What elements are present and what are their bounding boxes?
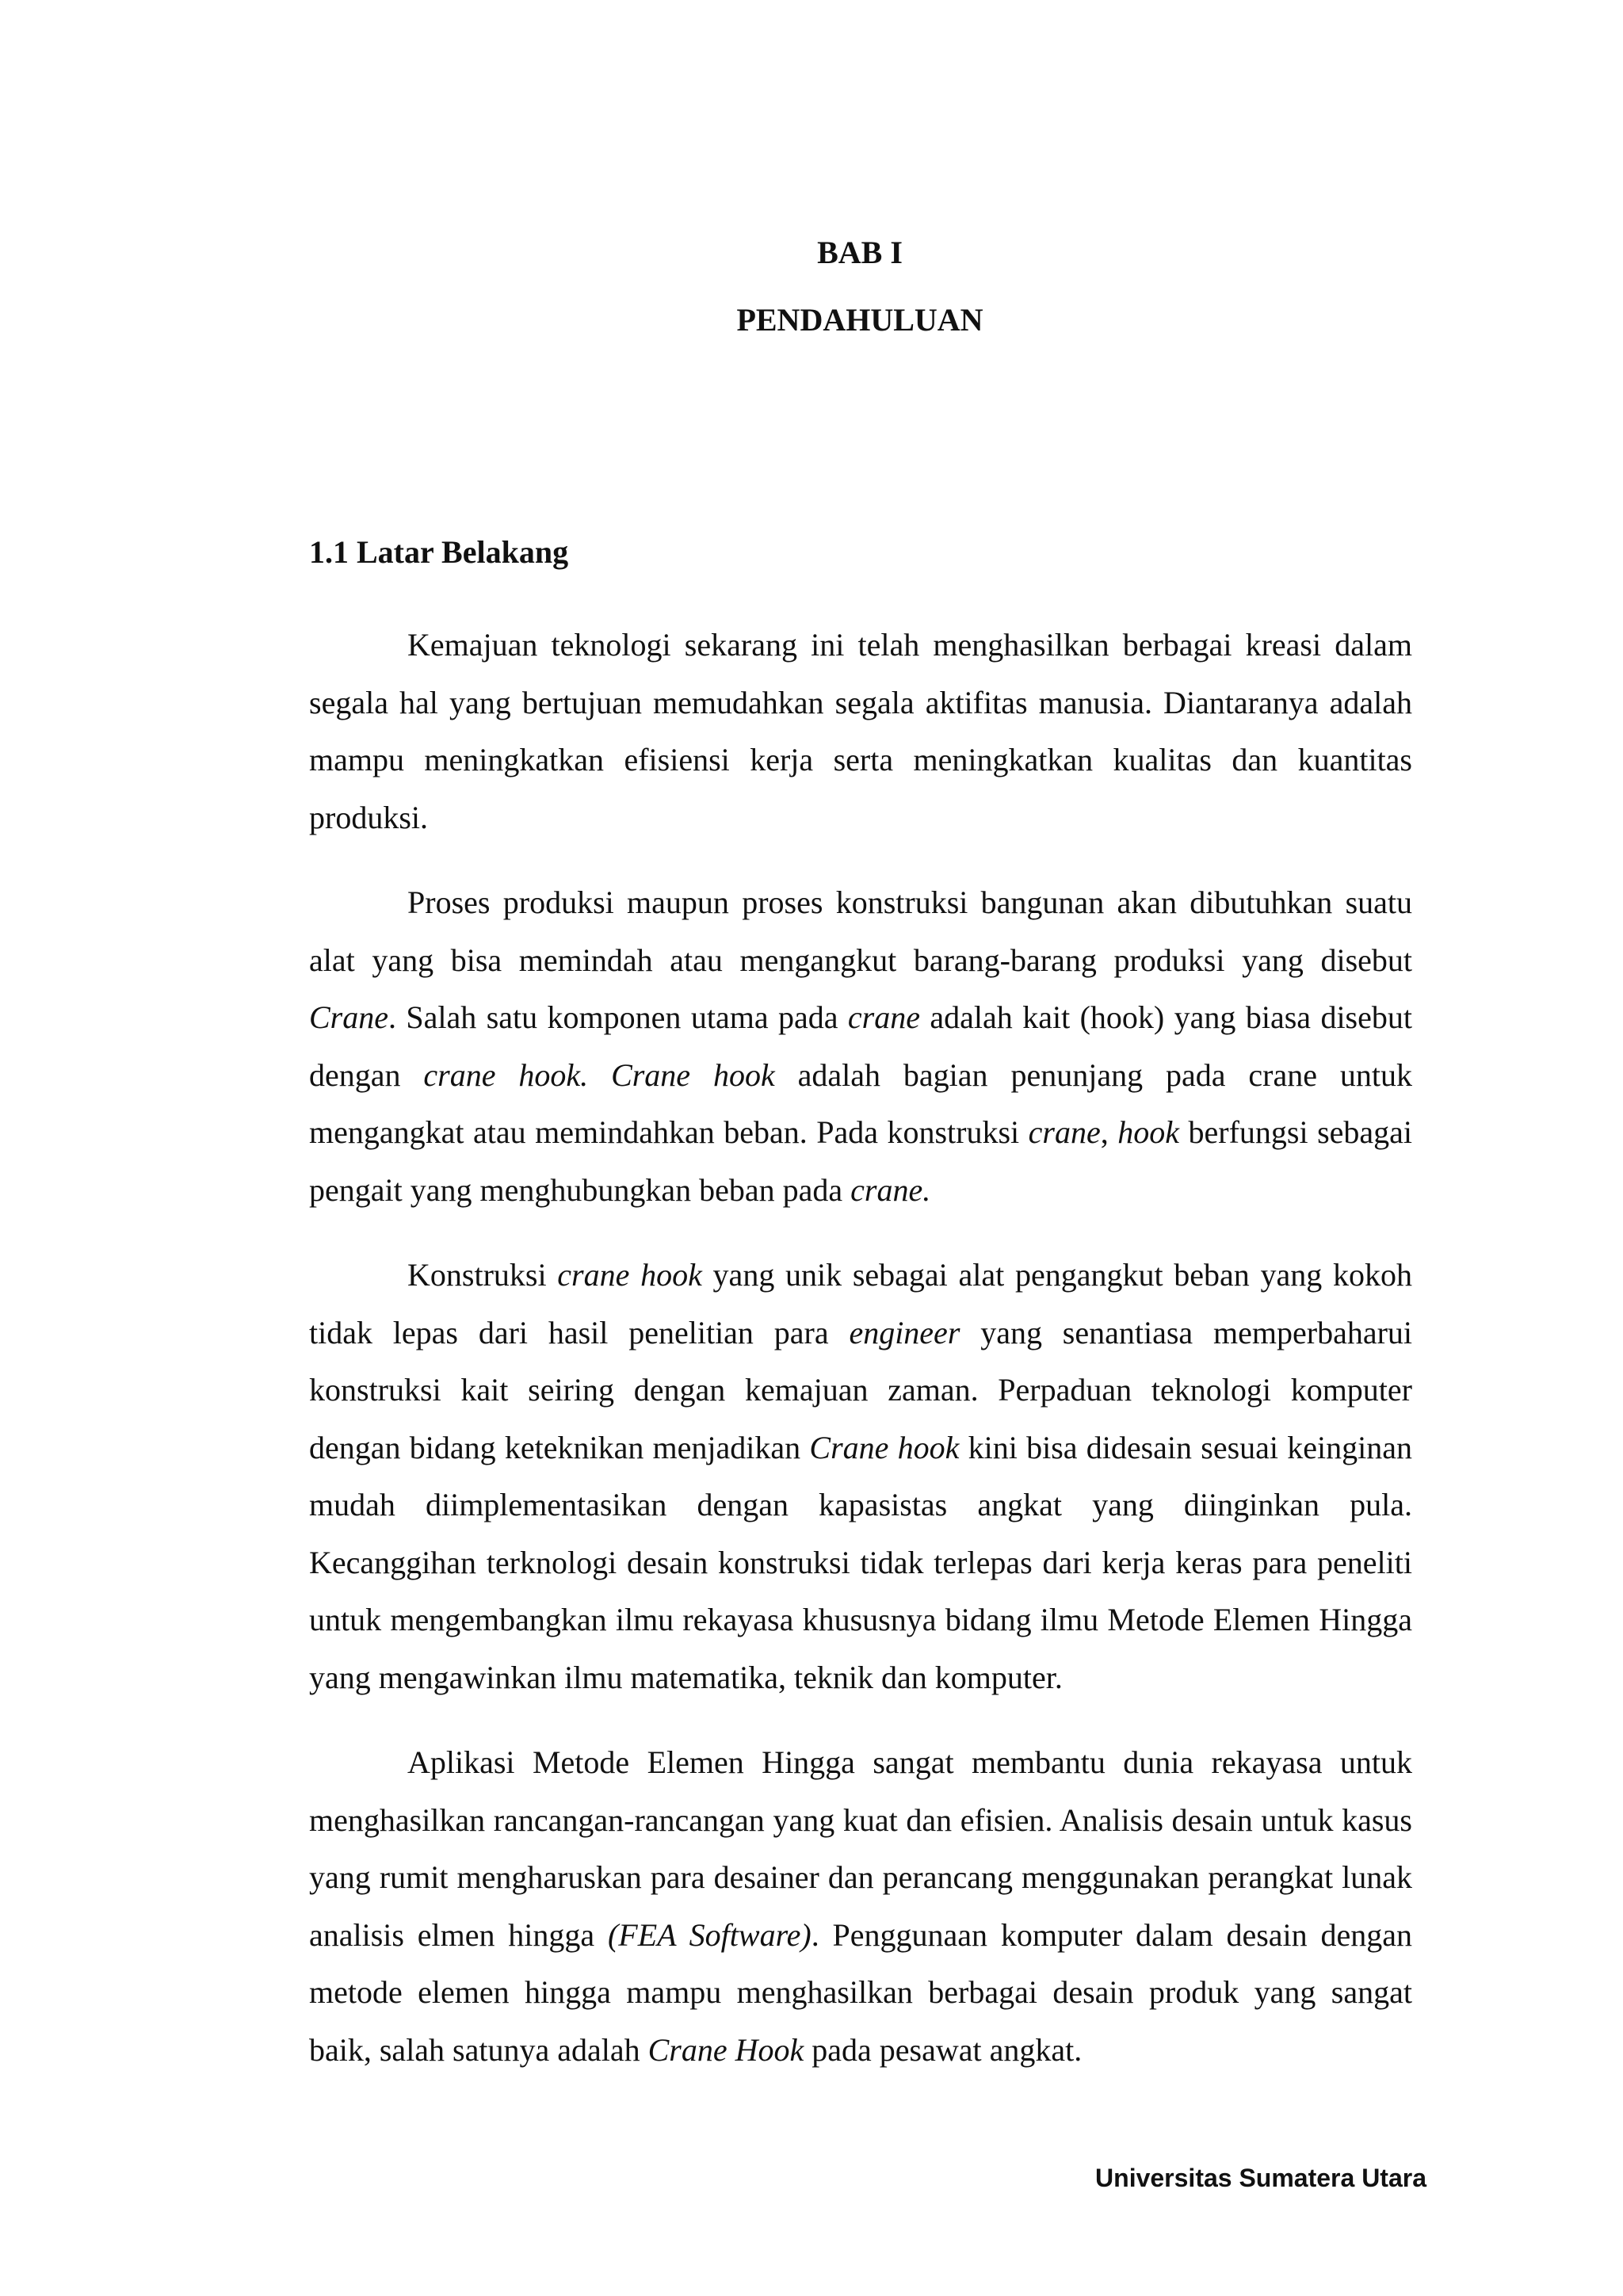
italic-term: crane bbox=[847, 999, 920, 1035]
italic-term: engineer bbox=[849, 1314, 960, 1350]
paragraph-text: Kemajuan teknologi sekarang ini telah menghasilkan berbagai kreasi dalam segala hal yang bertujuan memudahkan segala aktifitas manusia. Diantaranya adalah mampu meningkatkan efisiensi kerja serta meningkatkan kualitas dan kuantitas produksi. bbox=[309, 627, 1412, 835]
paragraph-text: , bbox=[1100, 1114, 1118, 1150]
paragraph-text: berfungsi sebagai pengait yang menghubungkan beban pada bbox=[309, 1114, 1413, 1208]
paragraph-text: yang unik sebagai alat pengangkut beban yang kokoh tidak lepas dari hasil penelitian para bbox=[309, 1257, 1412, 1350]
paragraph-text: pada pesawat angkat. bbox=[804, 2031, 1083, 2068]
italic-term: Crane hook bbox=[809, 1429, 960, 1465]
italic-term: (FEA Software) bbox=[607, 1916, 812, 1953]
italic-term: hook bbox=[1117, 1114, 1179, 1150]
paragraph-4 bbox=[309, 1734, 1412, 2079]
chapter-title: PENDAHULUAN bbox=[736, 302, 983, 338]
italic-term: crane hook. Crane hook bbox=[423, 1056, 775, 1093]
italic-term: crane hook bbox=[557, 1257, 702, 1293]
chapter-number: BAB I bbox=[817, 235, 903, 270]
italic-term: crane. bbox=[850, 1171, 931, 1208]
italic-term: Crane Hook bbox=[647, 2031, 804, 2068]
paragraph-text: Aplikasi Metode Elemen Hingga sangat membantu dunia rekayasa untuk menghasilkan rancangan-rancangan yang kuat dan efisien. Analisis desain untuk kasus yang rumit mengharuskan para desainer dan perancang menggunakan perangkat lunak analisis elmen hingga bbox=[309, 1744, 1412, 1953]
paragraph-text: Proses produksi maupun proses konstruksi bangunan akan dibutuhkan suatu alat yang bisa memindah atau mengangkut barang-barang produksi yang disebut bbox=[309, 884, 1412, 978]
paragraph-text: . Salah satu komponen utama pada bbox=[388, 999, 848, 1035]
italic-term: crane bbox=[1028, 1114, 1101, 1150]
paragraph-3 bbox=[309, 1247, 1412, 1706]
paragraph-1 bbox=[309, 617, 1412, 846]
section-heading: 1.1 Latar Belakang bbox=[309, 534, 569, 570]
paragraph-text: adalah kait (hook) yang biasa disebut dengan bbox=[309, 999, 1412, 1093]
footer-university-name: Universitas Sumatera Utara bbox=[1095, 2164, 1426, 2192]
paragraph-text: yang senantiasa memperbaharui konstruksi kait seiring dengan kemajuan zaman. Perpaduan teknologi komputer dengan bidang keteknikan menjadikan bbox=[309, 1314, 1413, 1465]
paragraph-text: Konstruksi bbox=[407, 1257, 558, 1293]
paragraph-text: kini bisa didesain sesuai keinginan mudah diimplementasikan dengan kapasistas angkat yang diinginkan pula. Kecanggihan terknologi desain konstruksi tidak terlepas dari kerja keras para peneliti untuk mengembangkan ilmu rekayasa khususnya bidang ilmu Metode Elemen Hingga yang mengawinkan ilmu matematika, teknik dan komputer. bbox=[309, 1429, 1412, 1695]
paragraph-2 bbox=[309, 874, 1412, 1219]
paragraph-text: . Penggunaan komputer dalam desain dengan metode elemen hingga mampu menghasilkan berbagai desain produk yang sangat baik, salah satunya adalah bbox=[309, 1916, 1412, 2068]
body-text bbox=[309, 617, 1412, 2107]
italic-term: Crane bbox=[309, 999, 388, 1035]
paragraph-text: adalah bagian penunjang pada crane untuk mengangkat atau memindahkan beban. Pada konstruksi bbox=[309, 1056, 1412, 1150]
